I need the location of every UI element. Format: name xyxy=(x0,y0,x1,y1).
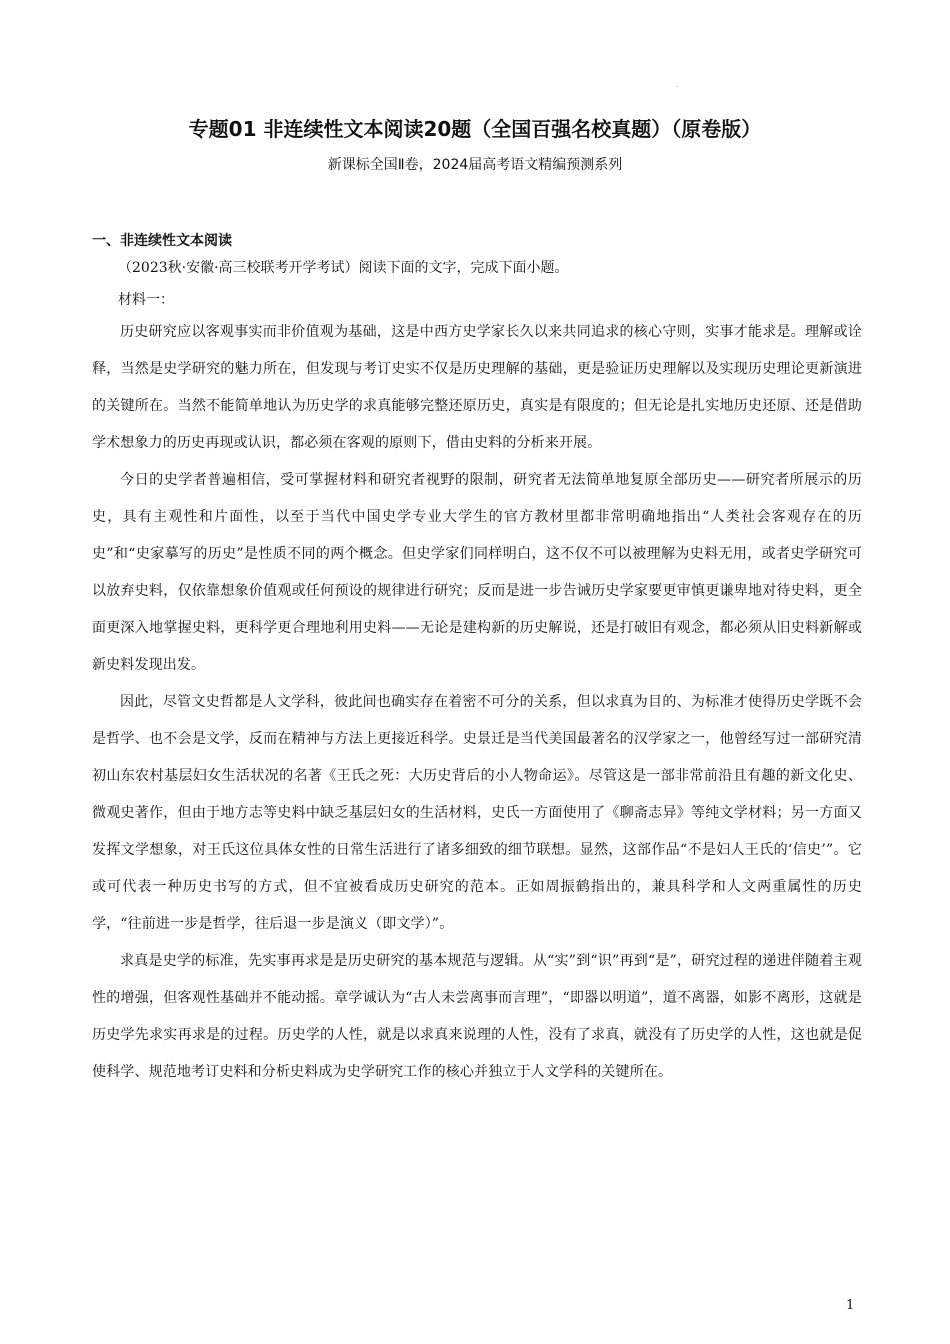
paragraph: 历史研究应以客观事实而非价值观为基础，这是中西方史学家长久以来共同追求的核心守则，实事才能求是。理解或诠释，当然是史学研究的魅力所在，但发现与考订史实不仅是历史理解的基础，更是验证历史理解以及实现历史理论更新演进的关键所在。当然不能简单地认为历史学的求真能够完整还原历史，真实是有限度的；但无论是扎实地历史还原、还是借助学术想象力的历史再现或认识，都必须在客观的原则下，借由史料的分析来开展。 xyxy=(92,324,862,451)
material-body xyxy=(92,314,862,1091)
material-label: 材料一： xyxy=(118,292,174,308)
section-heading: 一、非连续性文本阅读 xyxy=(92,233,232,249)
document-subtitle: 新课标全国Ⅱ卷，2024届高考语文精编预测系列 xyxy=(327,157,623,173)
paragraph: 今日的史学者普遍相信，受可掌握材料和研究者视野的限制，研究者无法简单地复原全部历史——研究者所展示的历史，具有主观性和片面性，以至于当代中国史学专业大学生的官方教材里都非常明确地指出“人类社会客观存在的历史”和“史家摹写的历史”是性质不同的两个概念。但史学家们同样明白，这不仅不可以被理解为史料无用，或者史学研究可以放弃史料，仅依靠想象价值观或任何预设的规律进行研究；反而是进一步告诫历史学家要更审慎更谦卑地对待史料，更全面更深入地掌握史料，更科学更合理地利用史料——无论是建构新的历史解说，还是打破旧有观念，都必须从旧史料新解或新史料发现出发。 xyxy=(92,472,862,673)
paragraph: 求真是史学的标准，先实事再求是是历史研究的基本规范与逻辑。从“实”到“识”再到“是”，研究过程的递进伴随着主观性的增强，但客观性基础并不能动摇。章学诚认为“古人未尝离事而言理”，“即器以明道”，道不离器，如影不离形，这就是历史学先求实再求是的过程。历史学的人性，就是以求真来说理的人性，没有了求真，就没有了历史学的人性，这也就是促使科学、规范地考订史料和分析史料成为史学研究工作的核心并独立于人文学科的关键所在。 xyxy=(92,953,862,1080)
page-number: 1 xyxy=(846,1298,855,1313)
header-mark: · xyxy=(676,84,678,91)
document-title: 专题01 非连续性文本阅读20题（全国百强名校真题）（原卷版） xyxy=(188,117,762,141)
question-source: （2023秋·安徽·高三校联考开学考试）阅读下面的文字，完成下面小题。 xyxy=(118,260,569,276)
paragraph: 因此，尽管文史哲都是人文学科，彼此间也确实存在着密不可分的关系，但以求真为目的、为标准才使得历史学既不会是哲学、也不会是文学，反而在精神与方法上更接近科学。史景迁是当代美国最著名的汉学家之一，他曾经写过一部研究清初山东农村基层妇女生活状况的名著《王氏之死：大历史背后的小人物命运》。尽管这是一部非常前沿且有趣的新文化史、微观史著作，但由于地方志等史料中缺乏基层妇女的生活材料，史氏一方面使用了《聊斋志异》等纯文学材料；另一方面又发挥文学想象，对王氏这位具体女性的日常生活进行了诸多细致的细节联想。显然，这部作品“不是妇人王氏的‘信史’”。它或可代表一种历史书写的方式，但不宜被看成历史研究的范本。正如周振鹤指出的，兼具科学和人文两重属性的历史学，“往前进一步是哲学，往后退一步是演义（即文学）”。 xyxy=(92,694,862,932)
